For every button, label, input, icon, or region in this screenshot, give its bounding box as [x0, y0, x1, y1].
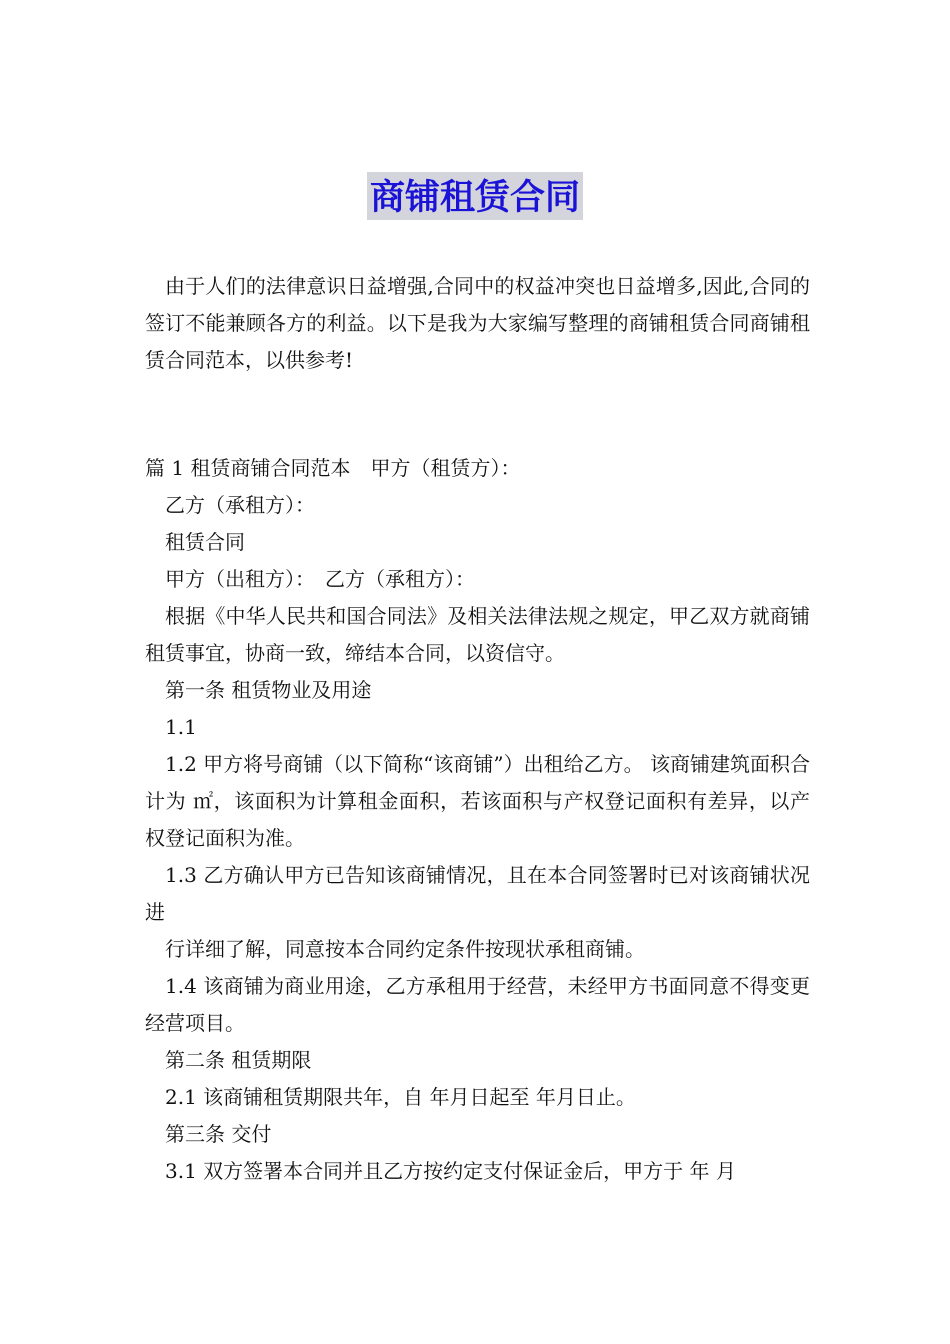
- preamble-paragraph: 根据《中华人民共和国合同法》及相关法律法规之规定，甲乙双方就商铺租赁事宜，协商一致，缔结本合同，以资信守。: [145, 604, 810, 665]
- party-b-line: 乙方（承租方）：: [165, 493, 315, 517]
- parties-line: 甲方（出租方）： 乙方（承租方）：: [165, 567, 475, 591]
- article-2-heading: 第二条 租赁期限: [165, 1048, 312, 1072]
- intro-paragraph: 由于人们的法律意识日益增强,合同中的权益冲突也日益增多,因此,合同的签订不能兼顾各方的利益。以下是我为大家编写整理的商铺租赁合同商铺租赁合同范本，以供参考!: [145, 274, 810, 372]
- contract-subtitle: 租赁合同: [165, 530, 245, 554]
- article-1-heading: 第一条 租赁物业及用途: [165, 678, 372, 702]
- clause-1-2: 1.2 甲方将号商铺（以下简称“该商铺”）出租给乙方。 该商铺建筑面积合计为 ㎡，该面积为计算租金面积，若该面积与产权登记面积有差异，以产权登记面积为准。: [145, 752, 810, 850]
- document-title: 商铺租赁合同: [367, 172, 583, 220]
- title-container: [0, 172, 950, 220]
- section-heading: 篇 1 租赁商铺合同范本 甲方（租赁方）：: [145, 456, 521, 480]
- intro-section: [145, 268, 810, 379]
- clause-1-4: 1.4 该商铺为商业用途，乙方承租用于经营，未经甲方书面同意不得变更经营项目。: [145, 974, 810, 1035]
- clause-3-1: 3.1 双方签署本合同并且乙方按约定支付保证金后，甲方于 年 月: [165, 1159, 736, 1183]
- contract-body: [145, 450, 810, 1190]
- article-3-heading: 第三条 交付: [165, 1122, 272, 1146]
- clause-2-1: 2.1 该商铺租赁期限共年，自 年月日起至 年月日止。: [165, 1085, 636, 1109]
- clause-1-3-continued: 行详细了解，同意按本合同约定条件按现状承租商铺。: [165, 937, 645, 961]
- clause-1-1: 1.1: [165, 715, 197, 739]
- clause-1-3: 1.3 乙方确认甲方已告知该商铺情况，且在本合同签署时已对该商铺状况进: [145, 863, 810, 924]
